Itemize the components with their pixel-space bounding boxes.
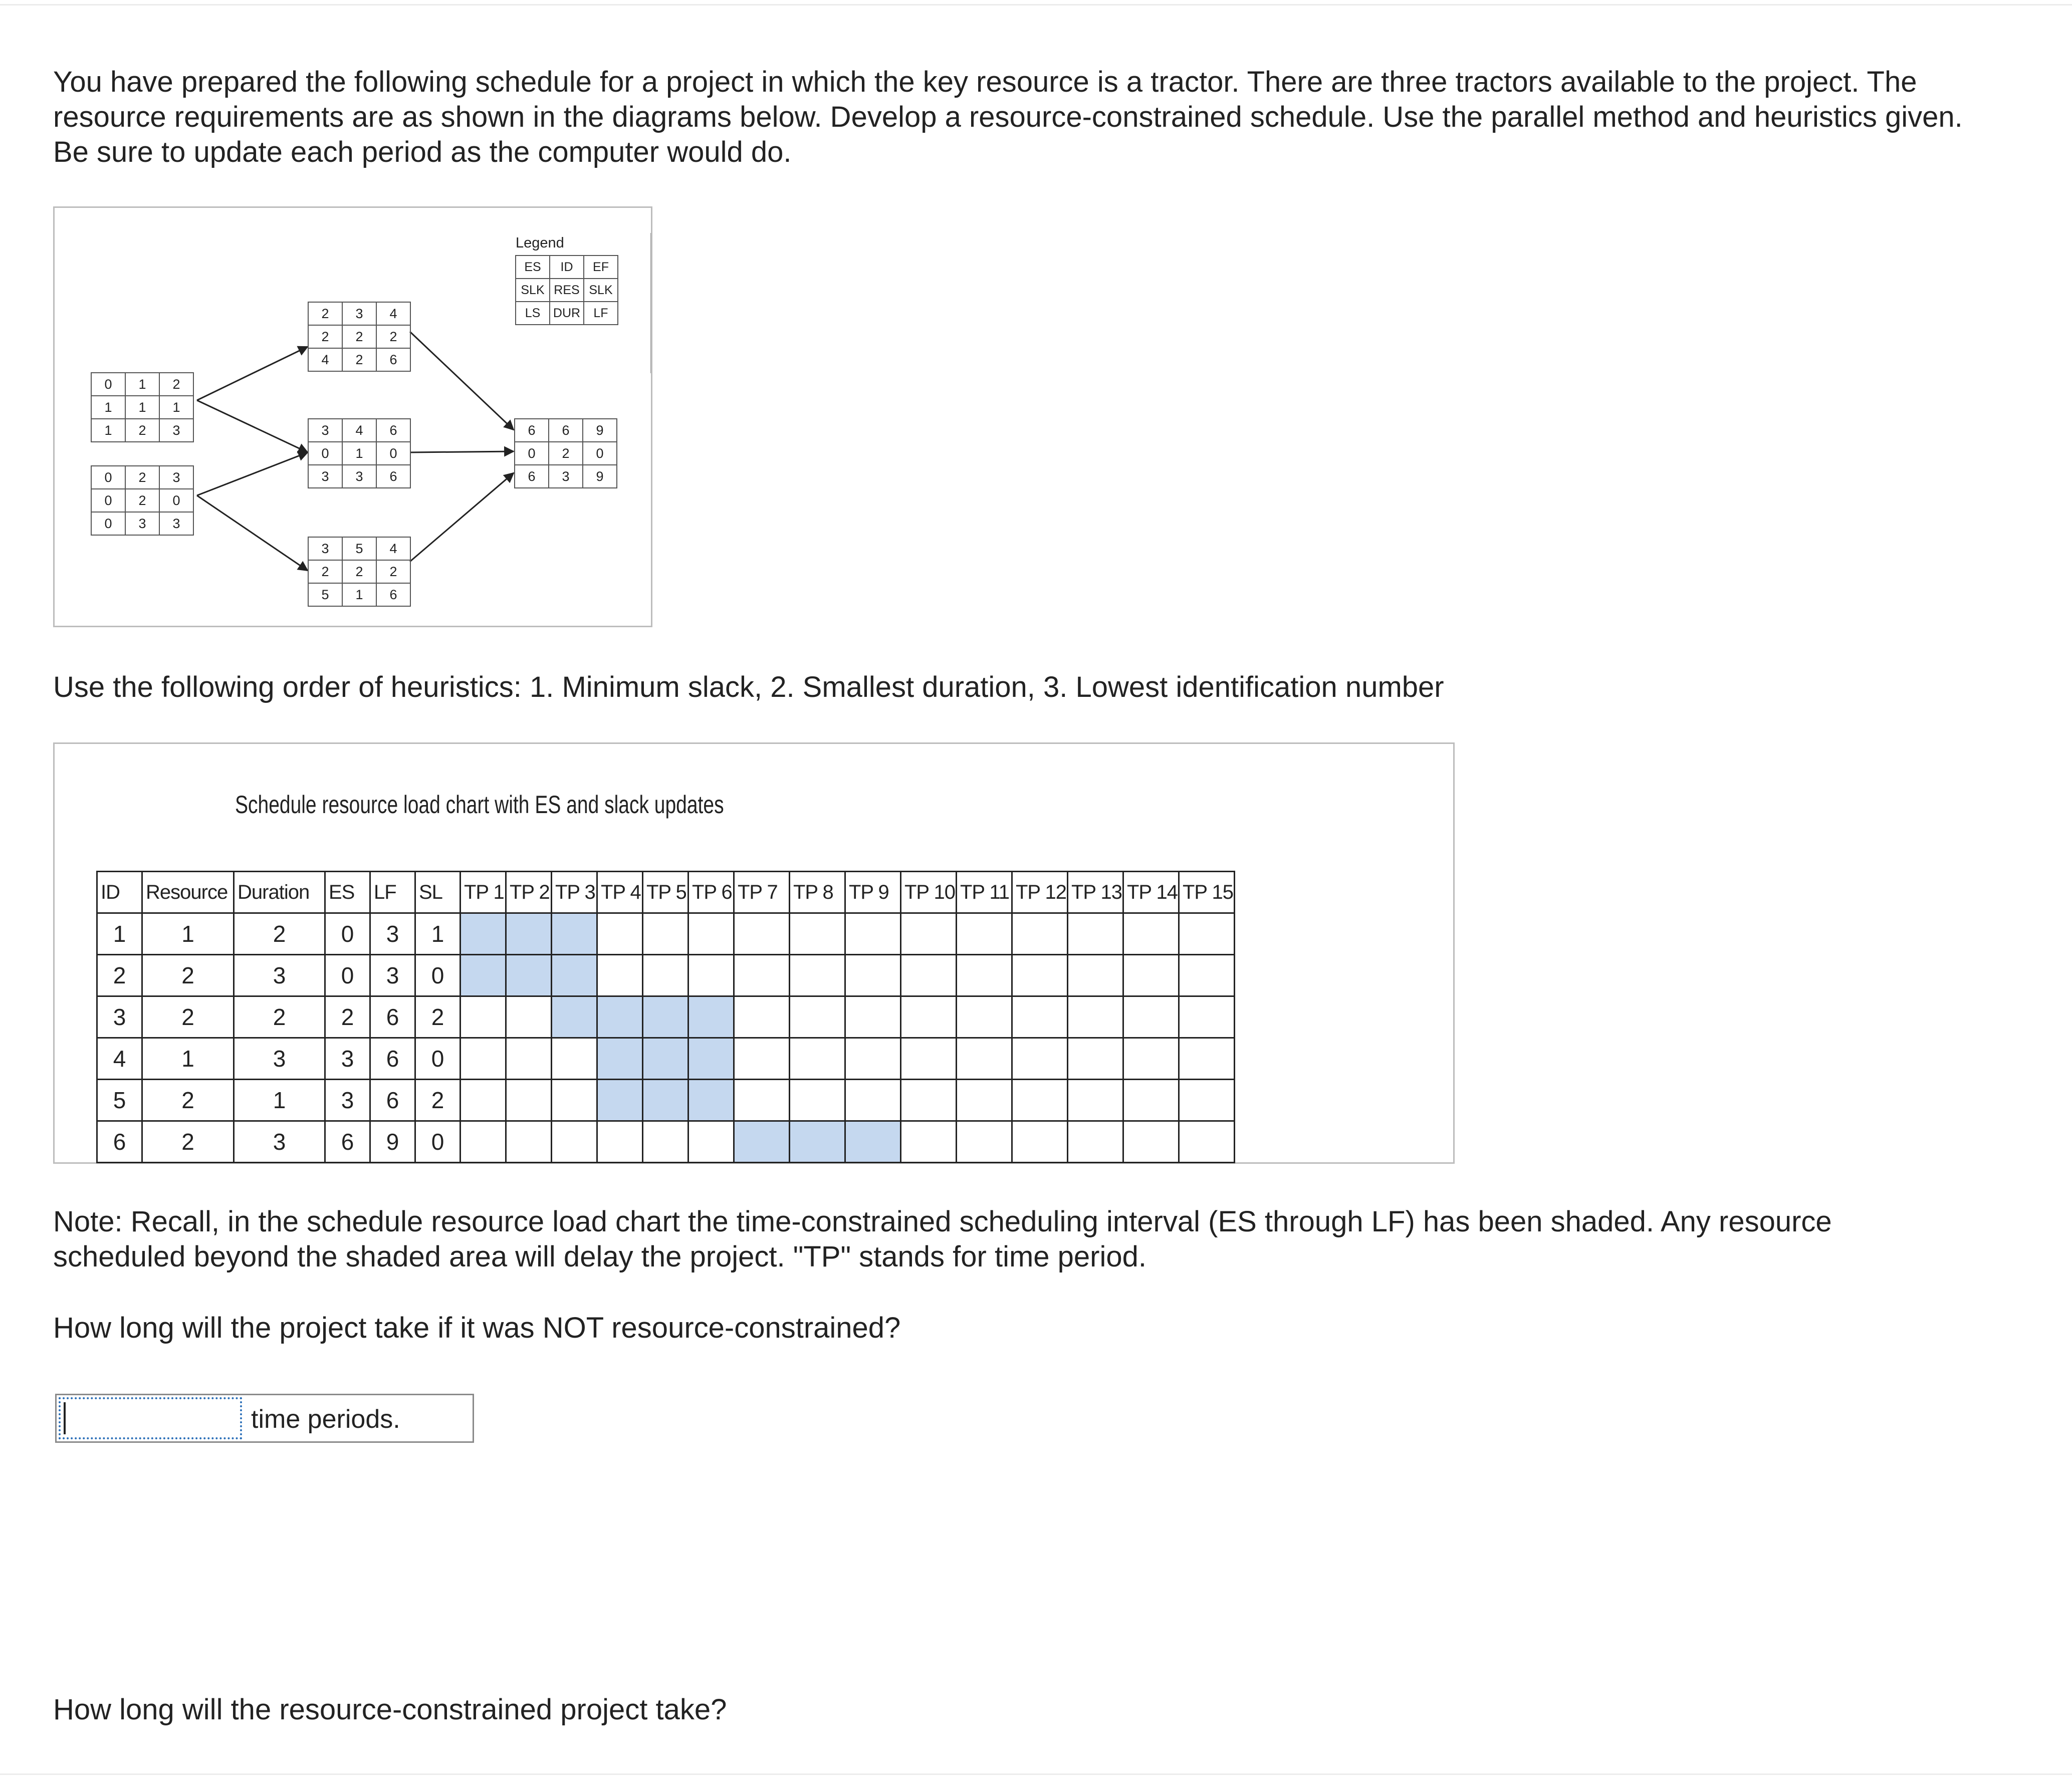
period-cell xyxy=(845,913,901,955)
cell-duration: 1 xyxy=(234,1080,325,1121)
column-header: TP 6 xyxy=(688,872,734,913)
column-header: TP 4 xyxy=(597,872,643,913)
cell-es: 2 xyxy=(325,996,370,1038)
table-row xyxy=(97,996,1235,1038)
column-header: TP 8 xyxy=(790,872,845,913)
shaded-period-cell xyxy=(643,1038,688,1080)
node-cell: 5 xyxy=(342,537,376,560)
period-cell xyxy=(957,955,1012,996)
cell-sl: 0 xyxy=(415,955,461,996)
node-cell: 6 xyxy=(549,419,583,442)
node-cell: 0 xyxy=(91,466,125,489)
cell-lf: 6 xyxy=(370,1038,415,1080)
period-cell xyxy=(506,996,552,1038)
legend-cell: SLK xyxy=(516,279,550,302)
column-header: TP 7 xyxy=(734,872,790,913)
column-header: TP 3 xyxy=(552,872,597,913)
column-header: TP 15 xyxy=(1179,872,1235,913)
cell-duration: 3 xyxy=(234,1038,325,1080)
node-cell: 0 xyxy=(91,489,125,512)
text-caret xyxy=(64,1402,66,1434)
column-header: TP 1 xyxy=(461,872,506,913)
period-cell xyxy=(1068,913,1123,955)
node-cell: 0 xyxy=(308,442,342,465)
cell-es: 0 xyxy=(325,913,370,955)
node-cell: 2 xyxy=(342,325,376,348)
period-cell xyxy=(845,1080,901,1121)
shaded-period-cell xyxy=(643,996,688,1038)
node-cell: 9 xyxy=(583,419,617,442)
answer-suffix: time periods. xyxy=(251,1405,400,1434)
period-cell xyxy=(957,913,1012,955)
node-cell: 2 xyxy=(308,560,342,583)
period-cell xyxy=(688,1121,734,1163)
node-cell: 1 xyxy=(342,583,376,606)
period-cell xyxy=(1012,996,1068,1038)
resource-load-chart xyxy=(53,742,1455,1164)
cell-sl: 2 xyxy=(415,996,461,1038)
node-cell: 3 xyxy=(308,537,342,560)
period-cell xyxy=(506,1080,552,1121)
node-cell: 6 xyxy=(376,583,410,606)
period-cell xyxy=(506,1121,552,1163)
node-cell: 6 xyxy=(376,465,410,488)
period-cell xyxy=(1012,1080,1068,1121)
node-cell: 3 xyxy=(159,466,193,489)
cell-lf: 6 xyxy=(370,1080,415,1121)
node-cell: 2 xyxy=(376,560,410,583)
column-header: TP 2 xyxy=(506,872,552,913)
period-cell xyxy=(734,913,790,955)
cell-id: 1 xyxy=(97,913,142,955)
period-cell xyxy=(643,1121,688,1163)
period-cell xyxy=(957,996,1012,1038)
period-cell xyxy=(734,996,790,1038)
period-cell xyxy=(901,996,957,1038)
node-cell: 3 xyxy=(308,465,342,488)
node-cell: 4 xyxy=(376,537,410,560)
legend-cell: ID xyxy=(550,256,584,279)
shaded-period-cell xyxy=(461,913,506,955)
arrow-1-3 xyxy=(197,347,308,400)
node-cell: 0 xyxy=(91,512,125,535)
period-cell xyxy=(597,913,643,955)
cell-es: 3 xyxy=(325,1080,370,1121)
node-cell: 4 xyxy=(308,348,342,371)
period-cell xyxy=(901,1038,957,1080)
arrow-1-4 xyxy=(197,400,308,452)
cell-es: 3 xyxy=(325,1038,370,1080)
period-cell xyxy=(957,1080,1012,1121)
column-header: SL xyxy=(415,872,461,913)
node-cell: 6 xyxy=(376,419,410,442)
shaded-period-cell xyxy=(506,913,552,955)
node-cell: 1 xyxy=(125,373,159,396)
shaded-period-cell xyxy=(688,1080,734,1121)
arrow-5-6 xyxy=(410,473,514,562)
column-header: Resource xyxy=(142,872,234,913)
node-cell: 6 xyxy=(376,348,410,371)
node-cell: 2 xyxy=(549,442,583,465)
node-cell: 3 xyxy=(308,419,342,442)
cell-duration: 2 xyxy=(234,996,325,1038)
column-header: TP 14 xyxy=(1123,872,1179,913)
column-header: ES xyxy=(325,872,370,913)
shaded-period-cell xyxy=(461,955,506,996)
period-cell xyxy=(790,1038,845,1080)
node-cell: 0 xyxy=(159,489,193,512)
node-cell: 1 xyxy=(342,442,376,465)
node-cell: 0 xyxy=(515,442,549,465)
load-table xyxy=(96,871,1235,1163)
period-cell xyxy=(790,1080,845,1121)
cell-resource: 2 xyxy=(142,1121,234,1163)
period-cell xyxy=(1012,955,1068,996)
period-cell xyxy=(688,955,734,996)
node-cell: 3 xyxy=(125,512,159,535)
period-cell xyxy=(845,955,901,996)
legend-cell: SLK xyxy=(584,279,618,302)
period-cell xyxy=(461,996,506,1038)
period-cell xyxy=(1068,996,1123,1038)
cell-id: 2 xyxy=(97,955,142,996)
node-cell: 2 xyxy=(308,302,342,325)
cell-resource: 1 xyxy=(142,913,234,955)
period-cell xyxy=(734,955,790,996)
cell-resource: 2 xyxy=(142,996,234,1038)
shaded-period-cell xyxy=(643,1080,688,1121)
legend-cell: LF xyxy=(584,302,618,325)
node-cell: 3 xyxy=(549,465,583,488)
period-cell xyxy=(1179,913,1235,955)
activity-node-4 xyxy=(308,418,411,488)
note-text: Note: Recall, in the schedule resource load chart the time-constrained scheduling interval (ES through LF) has been shaded. Any resource scheduled beyond the shaded area will delay the project. "TP" stands for time period. xyxy=(53,1205,1832,1273)
legend-cell: LS xyxy=(516,302,550,325)
node-cell: 1 xyxy=(125,396,159,419)
period-cell xyxy=(1068,1038,1123,1080)
period-cell xyxy=(734,1080,790,1121)
cell-lf: 3 xyxy=(370,913,415,955)
period-cell xyxy=(1123,1038,1179,1080)
network-diagram xyxy=(53,206,652,627)
chart-title: Schedule resource load chart with ES and slack updates xyxy=(235,791,724,819)
column-header: TP 5 xyxy=(643,872,688,913)
cell-sl: 0 xyxy=(415,1121,461,1163)
answer-box xyxy=(55,1394,474,1443)
period-cell xyxy=(1068,955,1123,996)
question-1: How long will the project take if it was NOT resource-constrained? xyxy=(53,1312,901,1344)
period-cell xyxy=(597,955,643,996)
node-cell: 3 xyxy=(342,465,376,488)
shaded-period-cell xyxy=(688,1038,734,1080)
shaded-period-cell xyxy=(597,1080,643,1121)
period-cell xyxy=(1012,1121,1068,1163)
cell-id: 6 xyxy=(97,1121,142,1163)
period-cell xyxy=(1012,1038,1068,1080)
period-cell xyxy=(1179,1080,1235,1121)
period-cell xyxy=(790,955,845,996)
node-cell: 1 xyxy=(91,419,125,442)
period-cell xyxy=(1179,1038,1235,1080)
node-cell: 0 xyxy=(376,442,410,465)
period-cell xyxy=(1123,1080,1179,1121)
arrow-2-4 xyxy=(197,452,308,495)
period-cell xyxy=(901,1080,957,1121)
column-header: TP 10 xyxy=(901,872,957,913)
period-cell xyxy=(597,1121,643,1163)
period-cell xyxy=(1068,1080,1123,1121)
period-cell xyxy=(901,955,957,996)
shaded-period-cell xyxy=(688,996,734,1038)
node-cell: 0 xyxy=(583,442,617,465)
node-cell: 1 xyxy=(91,396,125,419)
shaded-period-cell xyxy=(597,996,643,1038)
column-header: Duration xyxy=(234,872,325,913)
cell-lf: 3 xyxy=(370,955,415,996)
node-cell: 0 xyxy=(91,373,125,396)
shaded-period-cell xyxy=(552,913,597,955)
node-cell: 2 xyxy=(342,348,376,371)
period-cell xyxy=(643,913,688,955)
node-cell: 3 xyxy=(342,302,376,325)
shaded-period-cell xyxy=(552,996,597,1038)
activity-node-6 xyxy=(514,418,617,488)
period-cell xyxy=(1123,913,1179,955)
cell-resource: 2 xyxy=(142,955,234,996)
period-cell xyxy=(552,1080,597,1121)
column-header: LF xyxy=(370,872,415,913)
period-cell xyxy=(1179,1121,1235,1163)
period-cell xyxy=(1179,955,1235,996)
heuristics-text: Use the following order of heuristics: 1. Minimum slack, 2. Smallest duration, 3. Lowest identification number xyxy=(53,671,1444,703)
node-cell: 2 xyxy=(159,373,193,396)
shaded-period-cell xyxy=(734,1121,790,1163)
cell-id: 3 xyxy=(97,996,142,1038)
period-cell xyxy=(552,1038,597,1080)
bottom-divider xyxy=(0,1773,2072,1775)
period-cell xyxy=(957,1038,1012,1080)
period-cell xyxy=(1123,1121,1179,1163)
period-cell xyxy=(1123,955,1179,996)
top-divider xyxy=(0,4,2072,6)
period-cell xyxy=(461,1121,506,1163)
node-cell: 2 xyxy=(342,560,376,583)
node-cell: 4 xyxy=(342,419,376,442)
cell-es: 6 xyxy=(325,1121,370,1163)
period-cell xyxy=(688,913,734,955)
shaded-period-cell xyxy=(552,955,597,996)
cell-duration: 3 xyxy=(234,1121,325,1163)
node-cell: 5 xyxy=(308,583,342,606)
period-cell xyxy=(790,913,845,955)
table-row xyxy=(97,1080,1235,1121)
node-cell: 3 xyxy=(159,419,193,442)
cell-id: 5 xyxy=(97,1080,142,1121)
legend-box xyxy=(515,255,618,325)
period-cell xyxy=(461,1080,506,1121)
arrow-2-5 xyxy=(197,495,308,571)
legend-cell: EF xyxy=(584,256,618,279)
activity-node-5 xyxy=(308,537,411,607)
table-row xyxy=(97,1038,1235,1080)
table-body xyxy=(97,913,1235,1163)
legend-title: Legend xyxy=(516,235,564,251)
node-cell: 2 xyxy=(308,325,342,348)
activity-node-3 xyxy=(308,302,411,372)
node-cell: 6 xyxy=(515,419,549,442)
node-cell: 1 xyxy=(159,396,193,419)
answer-input[interactable] xyxy=(59,1397,242,1439)
period-cell xyxy=(845,996,901,1038)
period-cell xyxy=(901,913,957,955)
period-cell xyxy=(790,996,845,1038)
column-header: TP 9 xyxy=(845,872,901,913)
period-cell xyxy=(461,1038,506,1080)
node-cell: 2 xyxy=(125,466,159,489)
table-row xyxy=(97,1121,1235,1163)
cell-duration: 2 xyxy=(234,913,325,955)
cell-lf: 6 xyxy=(370,996,415,1038)
table-row xyxy=(97,955,1235,996)
period-cell xyxy=(901,1121,957,1163)
activity-node-1 xyxy=(91,372,194,442)
period-cell xyxy=(957,1121,1012,1163)
cell-sl: 1 xyxy=(415,913,461,955)
node-cell: 2 xyxy=(125,489,159,512)
legend-cell: DUR xyxy=(550,302,584,325)
legend-cell: RES xyxy=(550,279,584,302)
arrow-4-6 xyxy=(410,451,514,452)
activity-node-2 xyxy=(91,465,194,536)
node-cell: 3 xyxy=(159,512,193,535)
cell-sl: 2 xyxy=(415,1080,461,1121)
node-cell: 4 xyxy=(376,302,410,325)
table-header-row xyxy=(97,872,1235,913)
period-cell xyxy=(552,1121,597,1163)
node-cell: 6 xyxy=(515,465,549,488)
cell-id: 4 xyxy=(97,1038,142,1080)
cell-duration: 3 xyxy=(234,955,325,996)
legend-cell: ES xyxy=(516,256,550,279)
column-header: TP 12 xyxy=(1012,872,1068,913)
period-cell xyxy=(1012,913,1068,955)
shaded-period-cell xyxy=(790,1121,845,1163)
period-cell xyxy=(506,1038,552,1080)
cell-es: 0 xyxy=(325,955,370,996)
period-cell xyxy=(1179,996,1235,1038)
cell-lf: 9 xyxy=(370,1121,415,1163)
period-cell xyxy=(1123,996,1179,1038)
shaded-period-cell xyxy=(845,1121,901,1163)
column-header: TP 11 xyxy=(957,872,1012,913)
question-intro: You have prepared the following schedule for a project in which the key resource is a tractor. There are three tractors available to the project. The resource requirements are as shown in the diagrams below. Develop a resource-constrained schedule. Use the parallel method and heuristics given. Be sure to update each period as the computer would do. xyxy=(53,66,1963,168)
period-cell xyxy=(643,955,688,996)
column-header: TP 13 xyxy=(1068,872,1123,913)
node-cell: 9 xyxy=(583,465,617,488)
node-cell: 2 xyxy=(125,419,159,442)
arrow-3-6 xyxy=(410,332,514,430)
cell-resource: 1 xyxy=(142,1038,234,1080)
period-cell xyxy=(845,1038,901,1080)
period-cell xyxy=(734,1038,790,1080)
node-cell: 2 xyxy=(376,325,410,348)
period-cell xyxy=(1068,1121,1123,1163)
column-header: ID xyxy=(97,872,142,913)
table-row xyxy=(97,913,1235,955)
cell-sl: 0 xyxy=(415,1038,461,1080)
shaded-period-cell xyxy=(506,955,552,996)
cell-resource: 2 xyxy=(142,1080,234,1121)
question-2: How long will the resource-constrained project take? xyxy=(53,1693,727,1726)
shaded-period-cell xyxy=(597,1038,643,1080)
